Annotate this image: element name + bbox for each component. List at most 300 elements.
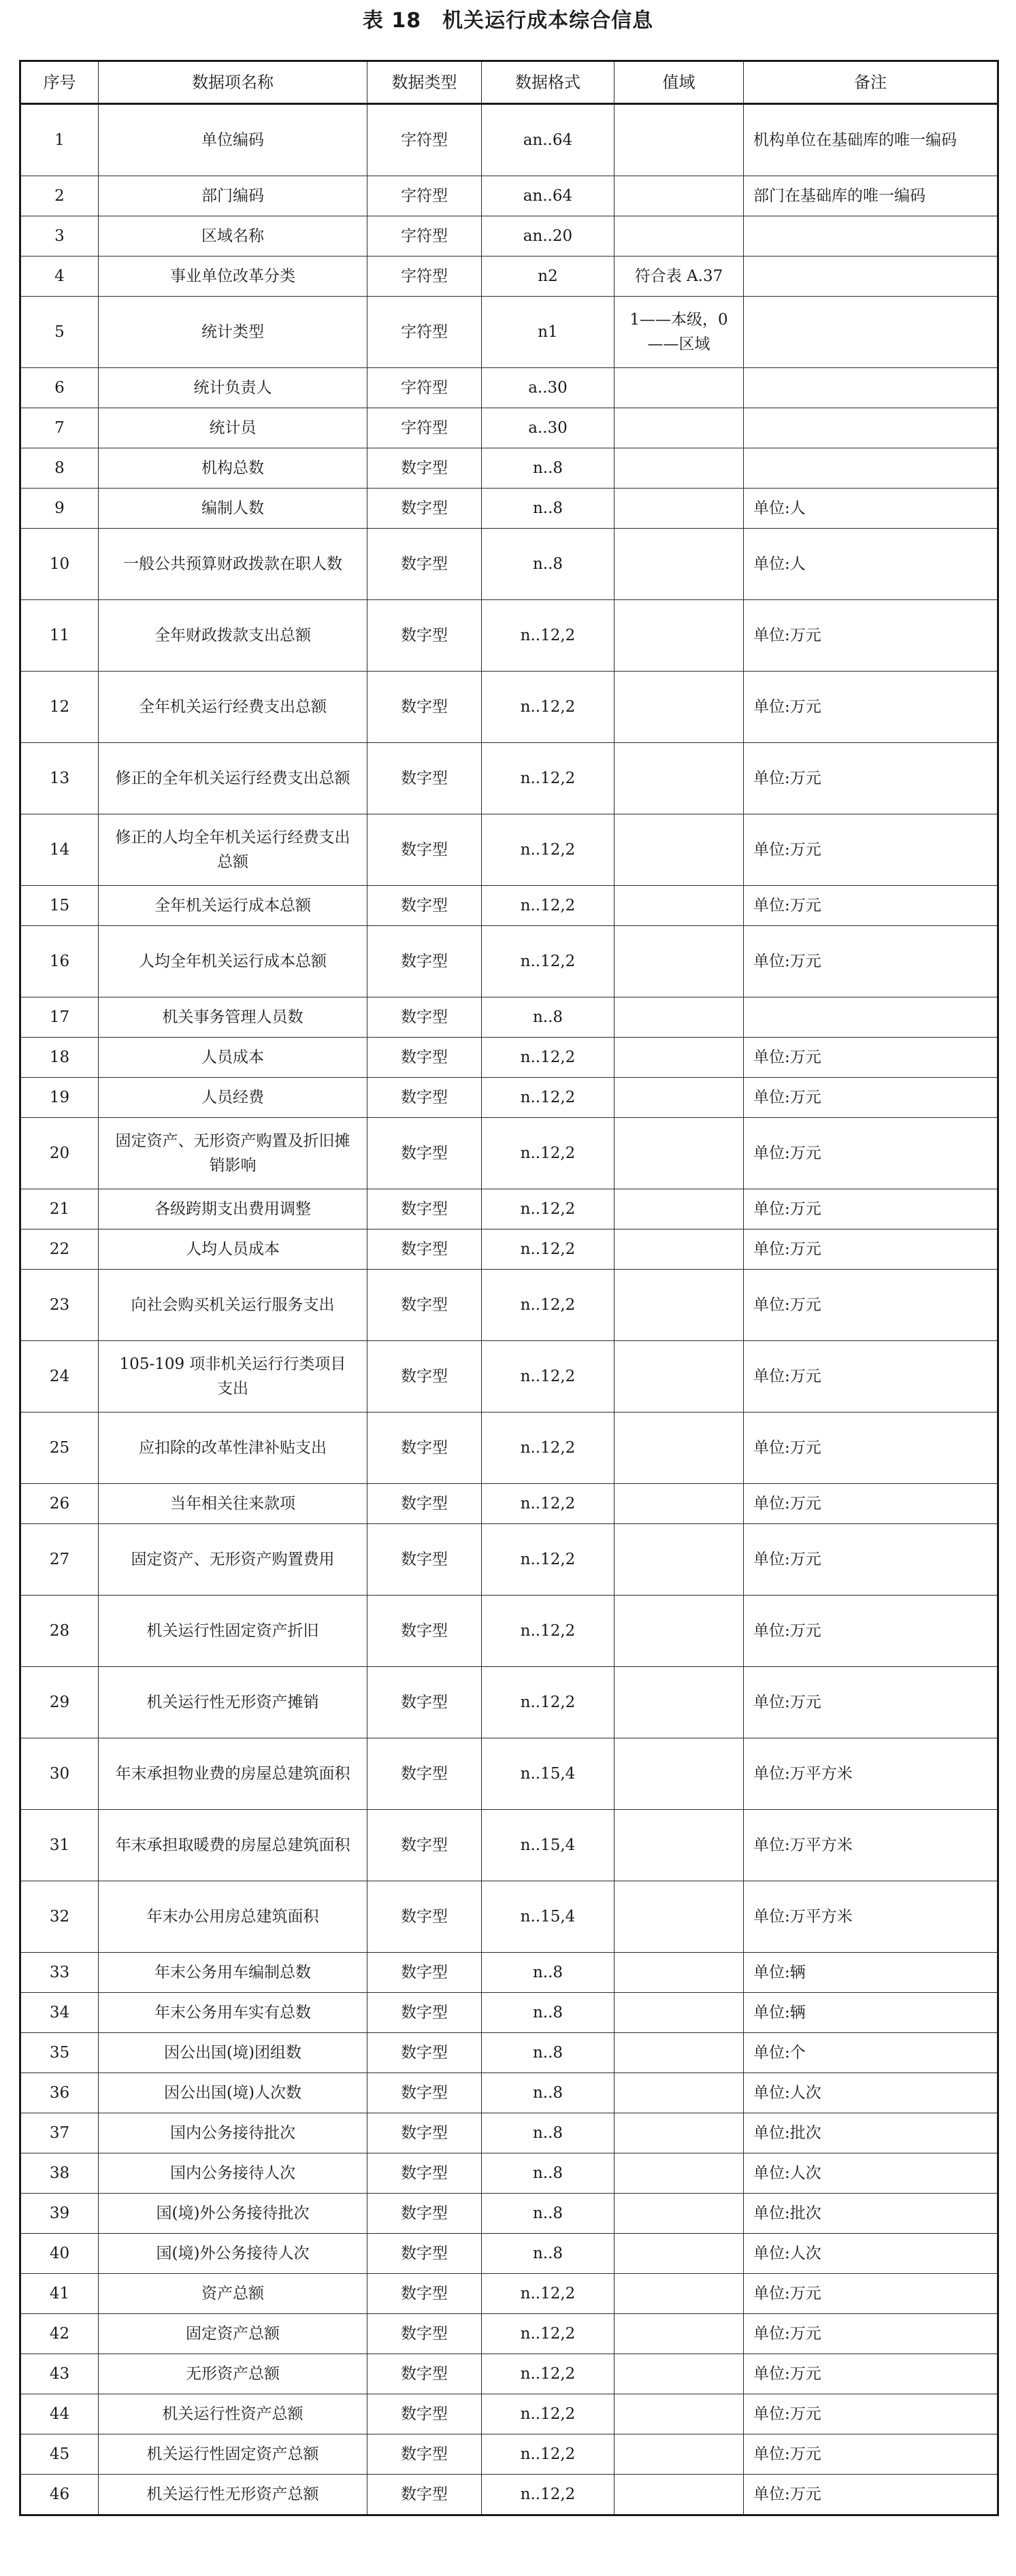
cell-format: n..8 — [482, 2073, 614, 2113]
cell-note: 单位:万元 — [744, 672, 998, 743]
table-row — [20, 1596, 998, 1667]
cell-range — [614, 1341, 744, 1413]
cell-name: 年末公务用车编制总数 — [99, 1953, 367, 1993]
table-row — [20, 1881, 998, 1953]
cell-type: 数字型 — [367, 2033, 482, 2073]
cell-seq: 8 — [20, 448, 99, 489]
cell-note: 单位:万元 — [744, 743, 998, 814]
cell-name: 编制人数 — [99, 489, 367, 529]
cell-type: 数字型 — [367, 2153, 482, 2194]
cell-type: 数字型 — [367, 2434, 482, 2475]
cell-format: a..30 — [482, 408, 614, 448]
cell-note: 单位:万元 — [744, 2274, 998, 2314]
cell-range — [614, 2234, 744, 2274]
cell-format: n..12,2 — [482, 1270, 614, 1341]
cell-name: 国(境)外公务接待批次 — [99, 2194, 367, 2234]
cell-name: 因公出国(境)人次数 — [99, 2073, 367, 2113]
cell-note: 单位:万元 — [744, 1189, 998, 1229]
cell-format: n..15,4 — [482, 1738, 614, 1810]
cell-range — [614, 2194, 744, 2234]
cell-type: 数字型 — [367, 600, 482, 672]
cell-range — [614, 448, 744, 489]
cell-name: 单位编码 — [99, 104, 367, 176]
cell-type: 数字型 — [367, 2194, 482, 2234]
cell-name: 统计员 — [99, 408, 367, 448]
cell-range — [614, 1524, 744, 1596]
cell-format: n..12,2 — [482, 2475, 614, 2515]
table-row — [20, 2153, 998, 2194]
cell-name: 部门编码 — [99, 176, 367, 216]
cell-name: 修正的全年机关运行经费支出总额 — [99, 743, 367, 814]
cell-format: n..8 — [482, 2194, 614, 2234]
cell-note — [744, 297, 998, 368]
table-row — [20, 1118, 998, 1189]
cell-seq: 40 — [20, 2234, 99, 2274]
cell-range — [614, 1993, 744, 2033]
cell-seq: 18 — [20, 1038, 99, 1078]
cell-seq: 5 — [20, 297, 99, 368]
cell-range — [614, 1078, 744, 1118]
cell-note — [744, 408, 998, 448]
cell-type: 字符型 — [367, 297, 482, 368]
cell-range — [614, 672, 744, 743]
cell-format: n..12,2 — [482, 2394, 614, 2434]
table-row — [20, 1341, 998, 1413]
cell-type: 数字型 — [367, 2113, 482, 2153]
cell-format: n..15,4 — [482, 1881, 614, 1953]
cell-format: n..8 — [482, 2234, 614, 2274]
cell-type: 数字型 — [367, 1078, 482, 1118]
cell-seq: 46 — [20, 2475, 99, 2515]
cell-name: 年末承担物业费的房屋总建筑面积 — [99, 1738, 367, 1810]
cell-note: 机构单位在基础库的唯一编码 — [744, 104, 998, 176]
data-spec-table — [19, 60, 999, 2516]
cell-type: 数字型 — [367, 1229, 482, 1270]
cell-note — [744, 257, 998, 297]
cell-type: 数字型 — [367, 2354, 482, 2394]
cell-seq: 4 — [20, 257, 99, 297]
cell-name: 事业单位改革分类 — [99, 257, 367, 297]
cell-type: 数字型 — [367, 1038, 482, 1078]
cell-range — [614, 2153, 744, 2194]
cell-type: 数字型 — [367, 997, 482, 1038]
cell-name: 向社会购买机关运行服务支出 — [99, 1270, 367, 1341]
cell-range — [614, 1038, 744, 1078]
cell-name: 固定资产、无形资产购置及折旧摊销影响 — [99, 1118, 367, 1189]
cell-seq: 28 — [20, 1596, 99, 1667]
header-format: 数据格式 — [482, 61, 614, 104]
cell-range — [614, 600, 744, 672]
cell-name: 机构总数 — [99, 448, 367, 489]
cell-note: 单位:万元 — [744, 1484, 998, 1524]
cell-name: 统计类型 — [99, 297, 367, 368]
cell-type: 字符型 — [367, 104, 482, 176]
cell-seq: 11 — [20, 600, 99, 672]
cell-note: 单位:个 — [744, 2033, 998, 2073]
cell-seq: 1 — [20, 104, 99, 176]
cell-name: 机关运行性资产总额 — [99, 2394, 367, 2434]
cell-note: 部门在基础库的唯一编码 — [744, 176, 998, 216]
cell-format: n..12,2 — [482, 886, 614, 926]
cell-name: 机关运行性无形资产摊销 — [99, 1667, 367, 1738]
cell-range — [614, 814, 744, 886]
cell-range — [614, 2434, 744, 2475]
table-row — [20, 1667, 998, 1738]
cell-type: 数字型 — [367, 926, 482, 997]
cell-type: 数字型 — [367, 1993, 482, 2033]
cell-note — [744, 997, 998, 1038]
cell-note: 单位:万元 — [744, 1118, 998, 1189]
cell-name: 机关运行性固定资产总额 — [99, 2434, 367, 2475]
cell-format: n..12,2 — [482, 926, 614, 997]
cell-note: 单位:人 — [744, 529, 998, 600]
cell-format: n..12,2 — [482, 1038, 614, 1078]
cell-seq: 12 — [20, 672, 99, 743]
table-row — [20, 2434, 998, 2475]
table-row — [20, 216, 998, 257]
table-row — [20, 600, 998, 672]
cell-name: 固定资产总额 — [99, 2314, 367, 2354]
cell-note: 单位:万元 — [744, 1078, 998, 1118]
cell-note: 单位:万元 — [744, 2434, 998, 2475]
cell-format: n..12,2 — [482, 1341, 614, 1413]
cell-name: 无形资产总额 — [99, 2354, 367, 2394]
cell-format: n2 — [482, 257, 614, 297]
cell-range — [614, 1189, 744, 1229]
cell-note: 单位:万元 — [744, 2314, 998, 2354]
cell-range — [614, 2033, 744, 2073]
table-row — [20, 176, 998, 216]
cell-type: 字符型 — [367, 257, 482, 297]
cell-seq: 21 — [20, 1189, 99, 1229]
cell-range — [614, 408, 744, 448]
cell-type: 数字型 — [367, 743, 482, 814]
cell-format: an..64 — [482, 104, 614, 176]
cell-type: 数字型 — [367, 1189, 482, 1229]
cell-format: n..12,2 — [482, 1118, 614, 1189]
cell-range: 符合表 A.37 — [614, 257, 744, 297]
table-row — [20, 672, 998, 743]
cell-type: 数字型 — [367, 2475, 482, 2515]
table-row — [20, 368, 998, 408]
cell-name: 因公出国(境)团组数 — [99, 2033, 367, 2073]
cell-range — [614, 1413, 744, 1484]
header-name: 数据项名称 — [99, 61, 367, 104]
cell-note: 单位:万元 — [744, 814, 998, 886]
cell-seq: 32 — [20, 1881, 99, 1953]
cell-type: 数字型 — [367, 1524, 482, 1596]
cell-type: 字符型 — [367, 408, 482, 448]
cell-seq: 38 — [20, 2153, 99, 2194]
table-row — [20, 997, 998, 1038]
cell-seq: 15 — [20, 886, 99, 926]
cell-type: 数字型 — [367, 1738, 482, 1810]
cell-format: n..8 — [482, 448, 614, 489]
cell-note: 单位:人 — [744, 489, 998, 529]
cell-format: n..12,2 — [482, 1078, 614, 1118]
cell-type: 数字型 — [367, 489, 482, 529]
cell-seq: 6 — [20, 368, 99, 408]
cell-range — [614, 2274, 744, 2314]
cell-type: 数字型 — [367, 1118, 482, 1189]
cell-format: n..12,2 — [482, 2354, 614, 2394]
cell-note: 单位:辆 — [744, 1993, 998, 2033]
table-caption: 表 18 机关运行成本综合信息 — [362, 9, 654, 33]
cell-note: 单位:万元 — [744, 1596, 998, 1667]
table-row — [20, 2274, 998, 2314]
cell-format: n1 — [482, 297, 614, 368]
cell-seq: 36 — [20, 2073, 99, 2113]
cell-range — [614, 2394, 744, 2434]
table-row — [20, 1810, 998, 1881]
cell-format: n..12,2 — [482, 743, 614, 814]
cell-range — [614, 1881, 744, 1953]
cell-seq: 34 — [20, 1993, 99, 2033]
cell-format: an..20 — [482, 216, 614, 257]
cell-seq: 30 — [20, 1738, 99, 1810]
cell-range: 1——本级，0——区域 — [614, 297, 744, 368]
cell-format: n..8 — [482, 1993, 614, 2033]
cell-name: 全年财政拨款支出总额 — [99, 600, 367, 672]
cell-type: 数字型 — [367, 529, 482, 600]
cell-format: n..12,2 — [482, 2314, 614, 2354]
table-row — [20, 2033, 998, 2073]
cell-format: an..64 — [482, 176, 614, 216]
cell-name: 年末承担取暖费的房屋总建筑面积 — [99, 1810, 367, 1881]
table-row — [20, 743, 998, 814]
cell-seq: 33 — [20, 1953, 99, 1993]
cell-range — [614, 1229, 744, 1270]
cell-range — [614, 368, 744, 408]
cell-range — [614, 1270, 744, 1341]
cell-name: 机关事务管理人员数 — [99, 997, 367, 1038]
cell-type: 数字型 — [367, 672, 482, 743]
table-row — [20, 408, 998, 448]
table-row — [20, 1270, 998, 1341]
header-range: 值域 — [614, 61, 744, 104]
cell-type: 数字型 — [367, 2073, 482, 2113]
cell-seq: 24 — [20, 1341, 99, 1413]
cell-type: 数字型 — [367, 2394, 482, 2434]
cell-range — [614, 2354, 744, 2394]
cell-note: 单位:万元 — [744, 2475, 998, 2515]
cell-name: 年末公务用车实有总数 — [99, 1993, 367, 2033]
cell-name: 资产总额 — [99, 2274, 367, 2314]
cell-type: 字符型 — [367, 368, 482, 408]
cell-note: 单位:批次 — [744, 2113, 998, 2153]
table-row — [20, 257, 998, 297]
cell-note — [744, 448, 998, 489]
cell-range — [614, 104, 744, 176]
cell-name: 国内公务接待人次 — [99, 2153, 367, 2194]
cell-seq: 26 — [20, 1484, 99, 1524]
cell-type: 数字型 — [367, 1596, 482, 1667]
cell-note: 单位:万平方米 — [744, 1810, 998, 1881]
cell-range — [614, 997, 744, 1038]
table-row — [20, 1953, 998, 1993]
cell-name: 人员成本 — [99, 1038, 367, 1078]
cell-seq: 44 — [20, 2394, 99, 2434]
cell-format: n..8 — [482, 489, 614, 529]
cell-seq: 7 — [20, 408, 99, 448]
cell-type: 数字型 — [367, 1413, 482, 1484]
cell-name: 全年机关运行经费支出总额 — [99, 672, 367, 743]
cell-format: n..12,2 — [482, 2434, 614, 2475]
cell-range — [614, 2073, 744, 2113]
cell-seq: 23 — [20, 1270, 99, 1341]
cell-range — [614, 743, 744, 814]
cell-seq: 37 — [20, 2113, 99, 2153]
table-row — [20, 814, 998, 886]
cell-name: 人员经费 — [99, 1078, 367, 1118]
cell-name: 应扣除的改革性津补贴支出 — [99, 1413, 367, 1484]
cell-note: 单位:万元 — [744, 1413, 998, 1484]
cell-seq: 29 — [20, 1667, 99, 1738]
cell-name: 机关运行性固定资产折旧 — [99, 1596, 367, 1667]
cell-name: 修正的人均全年机关运行经费支出总额 — [99, 814, 367, 886]
cell-note: 单位:人次 — [744, 2153, 998, 2194]
cell-note: 单位:万平方米 — [744, 1881, 998, 1953]
cell-note: 单位:万元 — [744, 926, 998, 997]
cell-type: 数字型 — [367, 1270, 482, 1341]
cell-format: n..12,2 — [482, 1596, 614, 1667]
cell-seq: 31 — [20, 1810, 99, 1881]
cell-seq: 45 — [20, 2434, 99, 2475]
cell-format: n..12,2 — [482, 672, 614, 743]
cell-type: 字符型 — [367, 216, 482, 257]
cell-range — [614, 926, 744, 997]
cell-range — [614, 529, 744, 600]
cell-range — [614, 1484, 744, 1524]
cell-name: 人均全年机关运行成本总额 — [99, 926, 367, 997]
cell-note: 单位:人次 — [744, 2073, 998, 2113]
cell-format: n..8 — [482, 2113, 614, 2153]
table-row — [20, 2234, 998, 2274]
cell-note: 单位:万元 — [744, 1038, 998, 1078]
cell-name: 年末办公用房总建筑面积 — [99, 1881, 367, 1953]
cell-format: n..12,2 — [482, 1229, 614, 1270]
cell-note: 单位:万元 — [744, 886, 998, 926]
cell-format: n..8 — [482, 529, 614, 600]
cell-seq: 10 — [20, 529, 99, 600]
cell-note: 单位:辆 — [744, 1953, 998, 1993]
cell-format: n..12,2 — [482, 1667, 614, 1738]
table-header-row — [20, 61, 998, 104]
cell-seq: 25 — [20, 1413, 99, 1484]
table-row — [20, 1078, 998, 1118]
cell-range — [614, 1596, 744, 1667]
cell-range — [614, 216, 744, 257]
table-row — [20, 1484, 998, 1524]
cell-format: n..8 — [482, 2153, 614, 2194]
cell-note: 单位:万元 — [744, 600, 998, 672]
table-row — [20, 1189, 998, 1229]
table-row — [20, 2113, 998, 2153]
cell-note: 单位:万元 — [744, 2354, 998, 2394]
cell-type: 数字型 — [367, 1341, 482, 1413]
table-row — [20, 1993, 998, 2033]
table-row — [20, 886, 998, 926]
cell-seq: 35 — [20, 2033, 99, 2073]
cell-format: n..8 — [482, 1953, 614, 1993]
table-row — [20, 2314, 998, 2354]
table-row — [20, 529, 998, 600]
cell-note: 单位:万元 — [744, 1341, 998, 1413]
cell-seq: 3 — [20, 216, 99, 257]
cell-note: 单位:万元 — [744, 1229, 998, 1270]
cell-type: 数字型 — [367, 814, 482, 886]
table-row — [20, 297, 998, 368]
cell-name: 当年相关往来款项 — [99, 1484, 367, 1524]
cell-name: 统计负责人 — [99, 368, 367, 408]
cell-type: 数字型 — [367, 2314, 482, 2354]
cell-format: n..12,2 — [482, 1484, 614, 1524]
cell-format: n..12,2 — [482, 2274, 614, 2314]
table-row — [20, 104, 998, 176]
cell-type: 数字型 — [367, 2234, 482, 2274]
cell-format: n..12,2 — [482, 814, 614, 886]
cell-name: 人均人员成本 — [99, 1229, 367, 1270]
cell-type: 数字型 — [367, 1810, 482, 1881]
cell-seq: 42 — [20, 2314, 99, 2354]
cell-type: 数字型 — [367, 1953, 482, 1993]
cell-seq: 2 — [20, 176, 99, 216]
cell-name: 固定资产、无形资产购置费用 — [99, 1524, 367, 1596]
table-row — [20, 2394, 998, 2434]
cell-name: 机关运行性无形资产总额 — [99, 2475, 367, 2515]
cell-note — [744, 216, 998, 257]
cell-format: n..12,2 — [482, 1189, 614, 1229]
table-row — [20, 2475, 998, 2515]
cell-format: a..30 — [482, 368, 614, 408]
cell-format: n..8 — [482, 997, 614, 1038]
table-row — [20, 1413, 998, 1484]
cell-seq: 41 — [20, 2274, 99, 2314]
cell-seq: 27 — [20, 1524, 99, 1596]
cell-format: n..12,2 — [482, 600, 614, 672]
cell-format: n..8 — [482, 2033, 614, 2073]
cell-seq: 22 — [20, 1229, 99, 1270]
cell-format: n..12,2 — [482, 1524, 614, 1596]
cell-range — [614, 886, 744, 926]
cell-note — [744, 368, 998, 408]
cell-name: 区域名称 — [99, 216, 367, 257]
cell-name: 105-109 项非机关运行行类项目支出 — [99, 1341, 367, 1413]
cell-seq: 39 — [20, 2194, 99, 2234]
cell-note: 单位:万平方米 — [744, 1738, 998, 1810]
cell-range — [614, 1667, 744, 1738]
cell-note: 单位:批次 — [744, 2194, 998, 2234]
table-body — [20, 104, 998, 2515]
cell-range — [614, 489, 744, 529]
cell-name: 国内公务接待批次 — [99, 2113, 367, 2153]
cell-type: 数字型 — [367, 886, 482, 926]
cell-seq: 43 — [20, 2354, 99, 2394]
header-note: 备注 — [744, 61, 998, 104]
cell-format: n..15,4 — [482, 1810, 614, 1881]
cell-range — [614, 2314, 744, 2354]
cell-range — [614, 1738, 744, 1810]
cell-type: 字符型 — [367, 176, 482, 216]
cell-format: n..12,2 — [482, 1413, 614, 1484]
cell-range — [614, 1810, 744, 1881]
table-row — [20, 2073, 998, 2113]
cell-seq: 19 — [20, 1078, 99, 1118]
table-row — [20, 1229, 998, 1270]
cell-seq: 17 — [20, 997, 99, 1038]
cell-seq: 14 — [20, 814, 99, 886]
table-row — [20, 1524, 998, 1596]
